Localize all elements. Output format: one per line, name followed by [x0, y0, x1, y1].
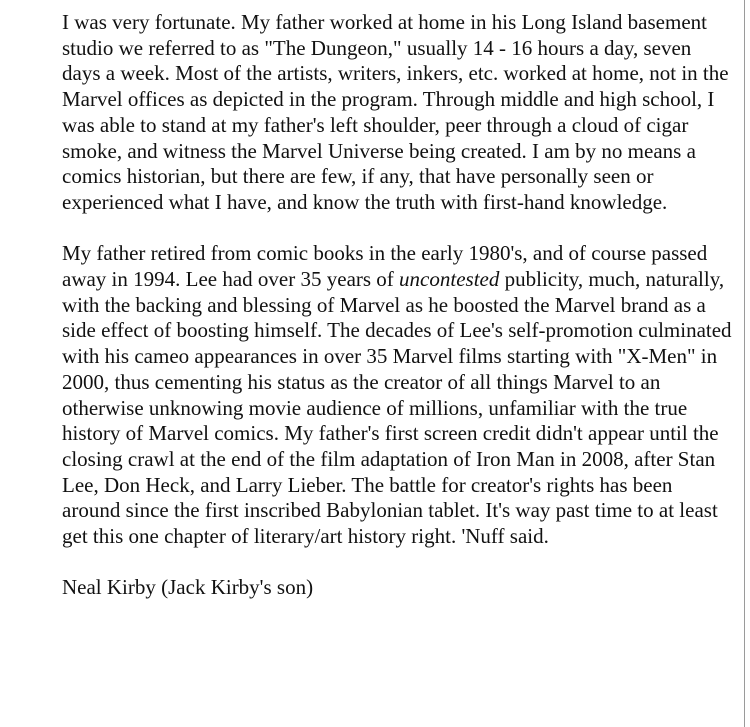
paragraph-2-after-emphasis: publicity, much, naturally, with the backing and blessing of Marvel as he boosted the Marvel brand as a side effect of boosting himself. The decades of Lee's self-promotion culminated with his cameo appearances in over 35 Marvel films starting with "X-Men" in 2000, thus cementing his status as the creator of all things Marvel to an otherwise unknowing movie audience of millions, unfamiliar with the true history of Marvel comics. My father's first screen credit didn't appear until the closing crawl at the end of the film adaptation of Iron Man in 2008, after Stan Lee, Don Heck, and Larry Lieber. The battle for creator's rights has been around since the first inscribed Babylonian tablet. It's way past time to at least get this one chapter of literary/art history right. 'Nuff said.	[62, 267, 732, 549]
paragraph-2	[62, 241, 734, 549]
letter-body	[62, 10, 734, 601]
paragraph-2-before-emphasis: My father retired from comic books in the early 1980's, and of course passed away in 1994. Lee had over 35 years of	[62, 241, 708, 292]
emphasis-uncontested: uncontested	[399, 267, 500, 292]
page-edge-divider	[744, 0, 745, 727]
signature-line: Neal Kirby (Jack Kirby's son)	[62, 575, 314, 600]
paragraph-1: I was very fortunate. My father worked at home in his Long Island basement studio we referred to as "The Dungeon," usually 14 - 16 hours a day, seven days a week. Most of the artists, writers, inkers, etc. worked at home, not in the Marvel offices as depicted in the program. Through middle and high school, I was able to stand at my father's left shoulder, peer through a cloud of cigar smoke, and witness the Marvel Universe being created. I am by no means a comics historian, but there are few, if any, that have personally seen or experienced what I have, and know the truth with first-hand knowledge.	[62, 10, 729, 214]
